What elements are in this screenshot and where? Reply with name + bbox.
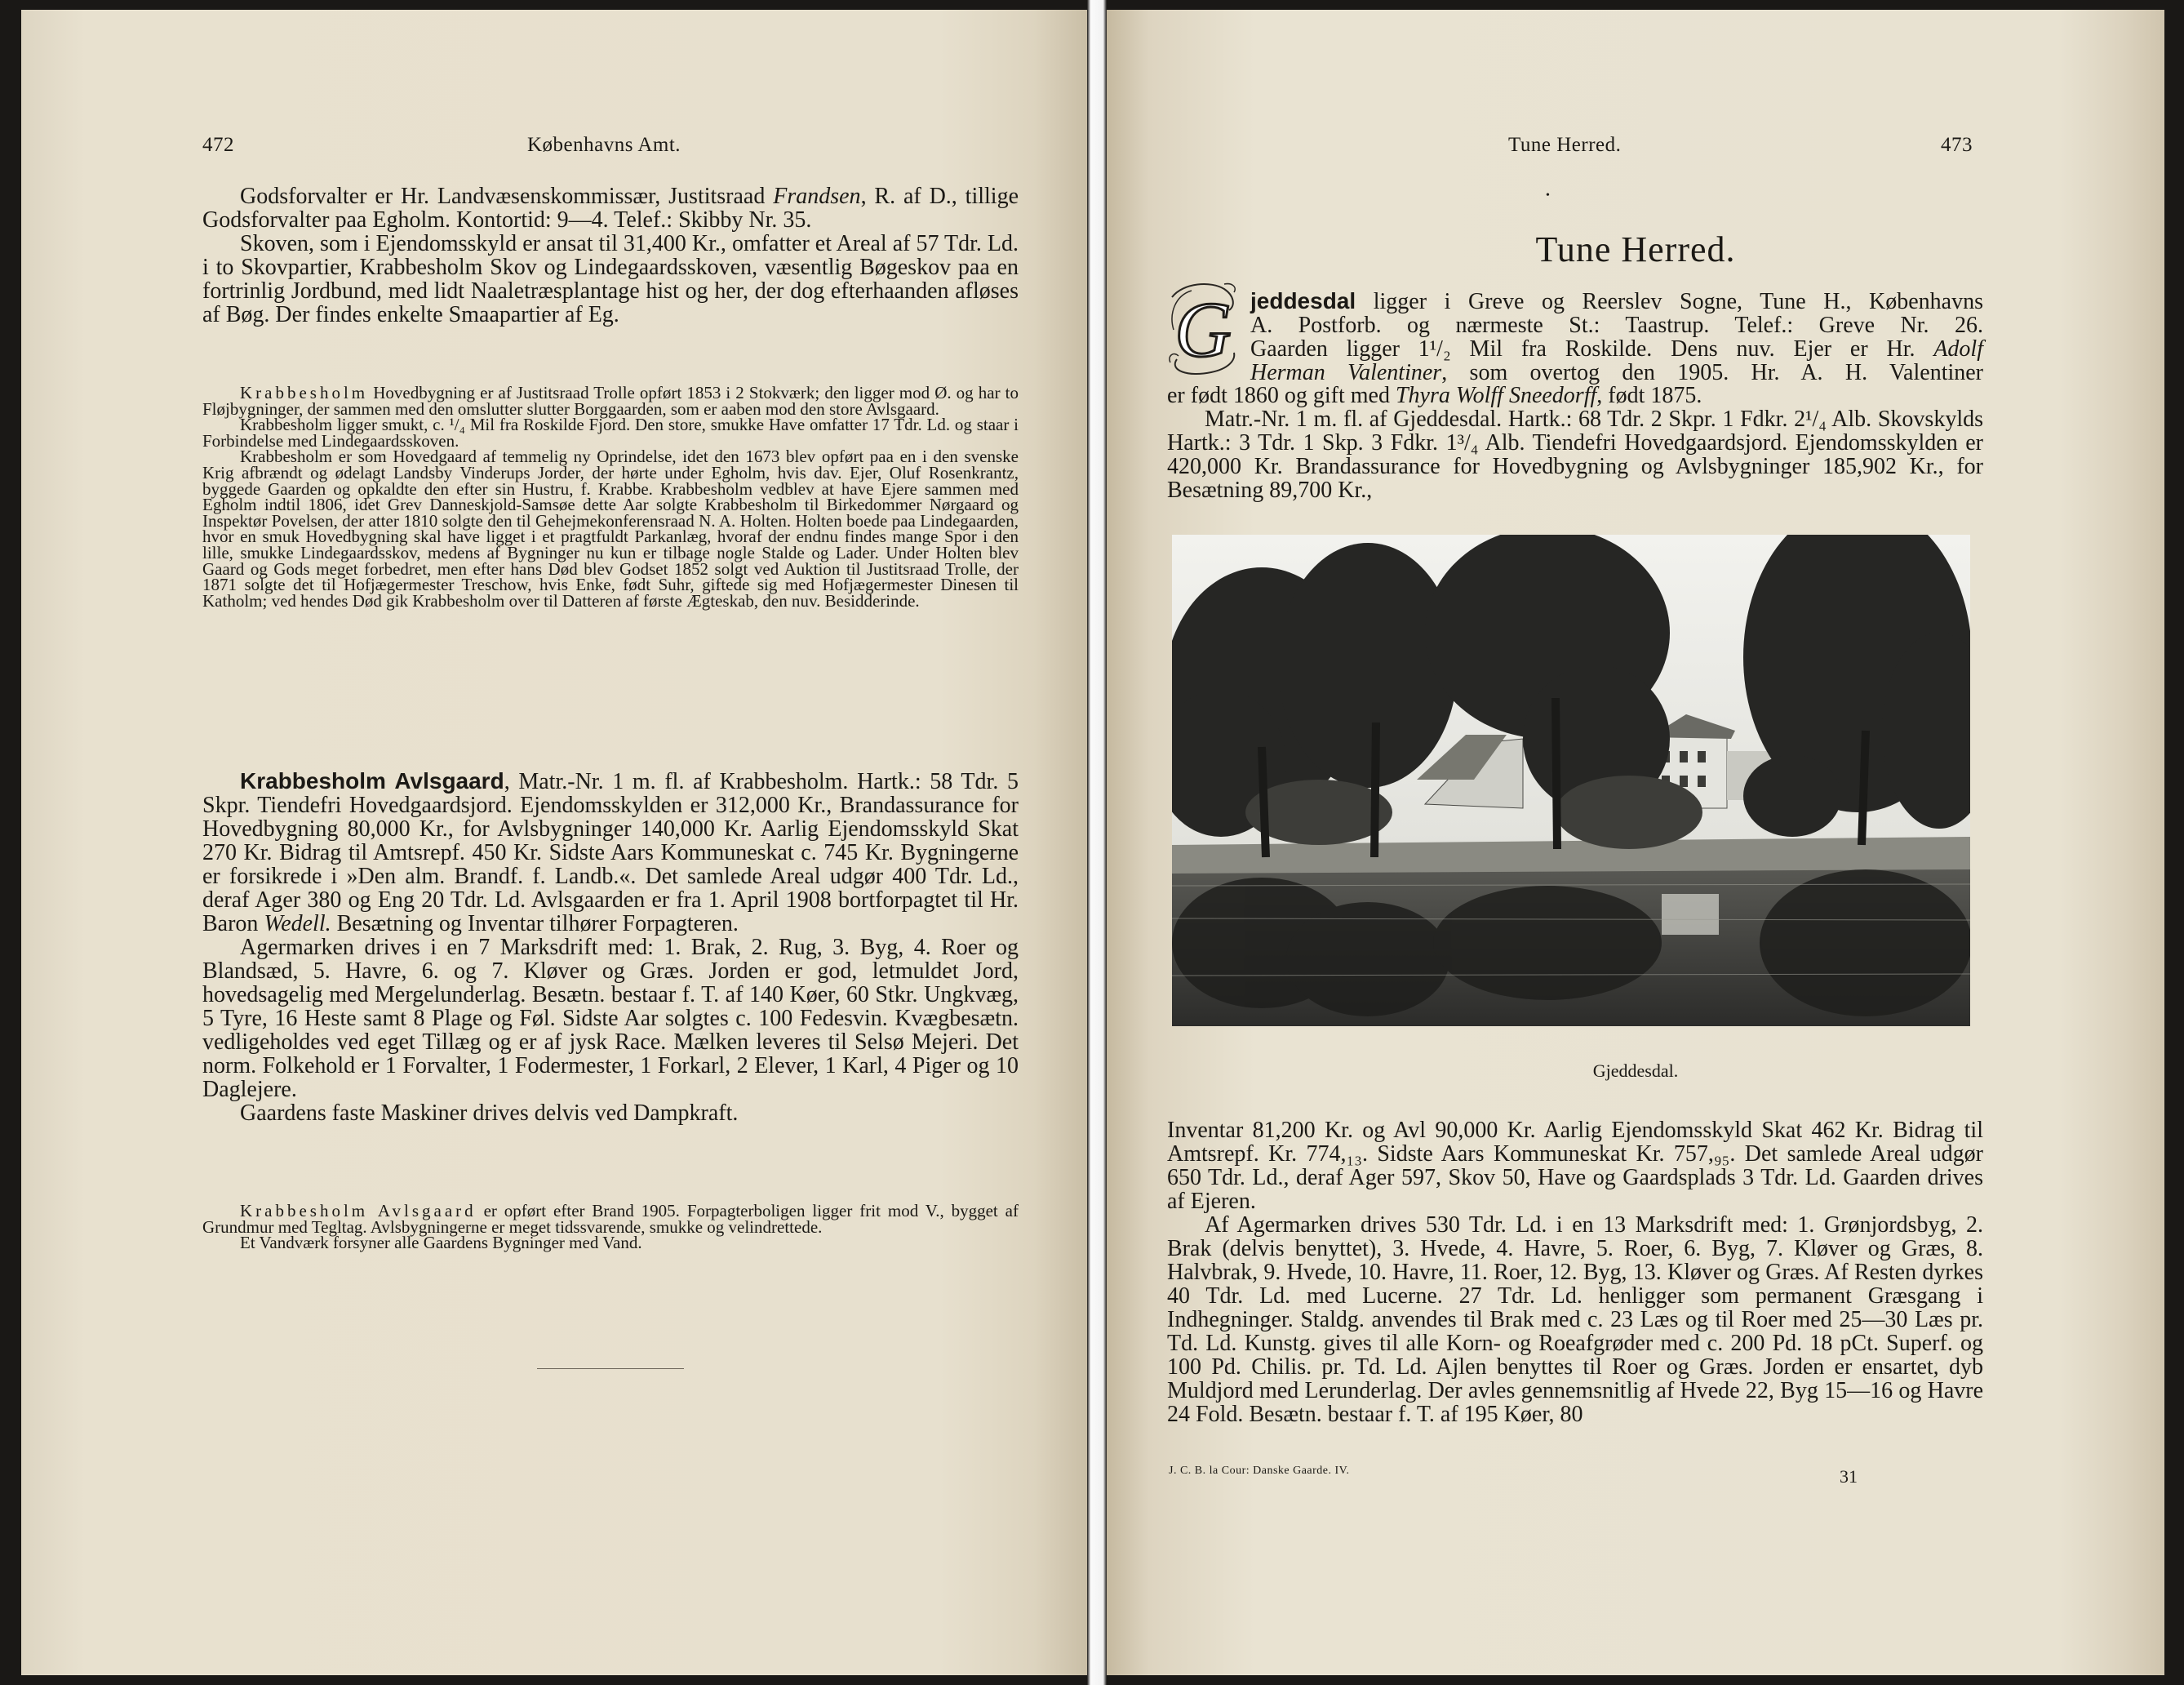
left-history-block (202, 385, 1019, 609)
gjeddesdal-line-1-text: ligger i Greve og Reerslev Sogne, Tune H., Københavns (1356, 289, 1983, 314)
left-avlsgaard-note-2: Et Vandværk forsyner alle Gaardens Bygninger med Vand. (240, 1233, 642, 1253)
section-end-rule (537, 1368, 684, 1369)
left-running-head: Københavns Amt. (527, 134, 681, 156)
left-page-number: 472 (202, 134, 234, 156)
left-avlsgaard-notes (202, 1203, 1019, 1252)
after-photo-paragraph-1: Inventar 81,200 Kr. og Avl 90,000 Kr. Aarlig Ejendomsskyld Skat 462 Kr. Bidrag til Amtsrepf. Kr. 774,₁₃. Sidste Aars Kommuneskat Kr. 757,₉₅. Det samlede Areal udgør 650 Tdr. Ld., deraf Ager 597, Skov 50, Have og Gaardsplads 3 Tdr. Ld. Gaarden drives af Ejeren. (1167, 1118, 1983, 1214)
right-book-page (1107, 10, 2164, 1675)
right-running-head: Tune Herred. (1508, 134, 1622, 156)
left-avlsgaard-note-1: Krabbesholm Avlsgaard er opført efter Brand 1905. Forpagterboligen ligger frit mod V., bygget af Grundmur med Tegltag. Avlsbygningerne er meget tidssvarende, smukke og velindrettede. (202, 1201, 1019, 1237)
left-intro-paragraph-2: Skoven, som i Ejendomsskyld er ansat til 31,400 Kr., omfatter et Areal af 57 Tdr. Ld. i to Skovpartier, Krabbesholm Skov og Lindegaardsskoven, væsentlig Bøgeskov paa en fortrinlig Jordbund, med lidt Naaletræsplantage hist og her, der dog efterhaanden afløses af Bøg. Der findes enkelte Smaapartier af Eg. (202, 231, 1019, 327)
gjeddesdal-line-4: Herman Valentiner, som overtog den 1905. Hr. A. H. Valentiner (1250, 360, 1983, 385)
right-page-number: 473 (1941, 134, 1973, 156)
gjeddesdal-line-3: Gaarden ligger 1¹/₂ Mil fra Roskilde. Dens nuv. Ejer er Hr. Adolf (1250, 336, 1983, 362)
gjeddesdal-line-2: A. Postforb. og nærmeste St.: Taastrup. Telef.: Greve Nr. 26. (1250, 313, 1983, 338)
dropcap-wrapped-lines (1250, 289, 1983, 385)
dropcap-letter: G (1174, 286, 1232, 373)
gjeddesdal-line-1 (1250, 289, 1983, 313)
left-history-paragraph-3: Krabbesholm er som Hovedgaard af temmelig ny Oprindelse, idet den 1673 blev opført paa en i den svenske Krig afbrændt og ødelagt Landsby Vinderups Jorder, der hørte under Egholm, hvis dav. Ejer, Oluf Rosenkrantz, byggede Gaarden og opkaldte den efter sin Hustru, f. Krabbe. Krabbesholm vedblev at have Ejere sammen med Egholm indtil 1806, idet Grev Danneskjold-Samsøe dette Aar solgte Krabbesholm til Birkedommer Nørgaard og Inspektør Povelsen, der atter 1810 solgte den til Gehejmekonferensraad N. A. Holten. Holten boede paa Lindegaarden, hvor en smuk Hovedbygning skal have ligget i et pragtfuldt Parkanlæg, hvoraf der endnu findes mange Spor i den lille, smukke Lindegaardsskov, medens af Bygninger nu kun er tilbage nogle Stalde og Lader. Under Holten blev Gaard og Gods meget forbedret, men efter hans Død blev Godset 1852 solgt ved Auktion til Justitsraad Trolle, der 1871 solgte det til Hofjægermester Treschow, hvis Enke, født Suhr, giftede sig med Hofjægermester Dinesen til Katholm; ved hendes Død gik Krabbesholm over til Datteren af første Ægteskab, den nuv. Besidderinde. (202, 447, 1019, 611)
left-history-paragraph-1: Krabbesholm Hovedbygning er af Justitsraad Trolle opført 1853 i 2 Stokværk; den ligger mod Ø. og har to Fløjbygninger, der sammen med den omslutter slutter Borggaarden, som er aaben mod den store Avlsgaard. (202, 383, 1019, 419)
left-avlsgaard-paragraph-1 (202, 769, 1019, 936)
avlsgaard-heading: Krabbesholm Avlsgaard (240, 768, 504, 794)
left-avlsgaard-paragraph-2: Agermarken drives i en 7 Marksdrift med: 1. Brak, 2. Rug, 3. Byg, 4. Roer og Blandsæd, 5. Havre, 6. og 7. Kløver og Græs. Jorden er god, letmuldet Jord, hovedsagelig med Mergelunderlag. Besætn. bestaar f. T. af 140 Køer, 60 Stkr. Ungkvæg, 5 Tyre, 16 Heste samt 8 Plage og Føl. Sidste Aar solgtes c. 100 Fedesvin. Kvægbesætn. vedligeholdes ved eget Tillæg og er af jysk Race. Mælken leveres til Selsø Mejeri. Det norm. Folkehold er 1 Forvalter, 1 Fodermester, 1 Forkarl, 2 Elever, 1 Karl, 4 Piger og 10 Daglejere. (202, 935, 1019, 1102)
left-avlsgaard-paragraph-3: Gaardens faste Maskiner drives delvis ved Dampkraft. (240, 1100, 739, 1126)
footer-imprint: J. C. B. la Cour: Danske Gaarde. IV. (1169, 1465, 1350, 1477)
gjeddesdal-intro-rest-text: er født 1860 og gift med Thyra Wolff Sneedorff, født 1875. (1167, 383, 1702, 408)
book-gutter (1087, 0, 1107, 1685)
manor-photograph (1172, 535, 1970, 1026)
gjeddesdal-matr-paragraph: Matr.-Nr. 1 m. fl. af Gjeddesdal. Hartk.: 68 Tdr. 2 Skpr. 1 Fdkr. 2¹/₄ Alb. Skovskylds Hartk.: 3 Tdr. 1 Skp. 3 Fdkr. 1³/₄ Alb. Tiendefri Hovedgaardsjord. Ejendomsskylden er 420,000 Kr. Brandassurance for Hovedbygning og Avlsbygninger 185,902 Kr., for Besætning 89,700 Kr., (1167, 407, 1983, 503)
ornamental-dropcap (1167, 281, 1239, 377)
dropcap-ornament (1167, 281, 1239, 377)
chapter-title: Tune Herred. (1535, 229, 1736, 269)
gjeddesdal-intro-rest (1167, 384, 1983, 502)
sheet-number: 31 (1840, 1466, 1858, 1487)
avlsgaard-paragraph-1-text: , Matr.-Nr. 1 m. fl. af Krabbesholm. Hartk.: 58 Tdr. 5 Skpr. Tiendefri Hovedgaardsjord. Ejendomsskylden er 312,000 Kr., Brandassurance for Hovedbygning 80,000 Kr., for Avlsbygninger 140,000 Kr. Aarlig Ejendomsskyld Skat 270 Kr. Bidrag til Amtsrepf. 450 Kr. Sidste Aars Kommuneskat c. 745 Kr. Bygningerne er forsikrede i »Den alm. Brandf. f. Landb.«. Det samlede Areal udgør 400 Tdr. Ld., deraf Ager 380 og Eng 20 Tdr. Ld. Avlsgaarden er fra 1. April 1908 bortforpagtet til Hr. Baron Wedell. Besætning og Inventar tilhører Forpagteren. (202, 769, 1019, 936)
left-intro-block (202, 185, 1019, 327)
photo-caption: Gjeddesdal. (1592, 1060, 1679, 1081)
after-photo-paragraph-2: Af Agermarken drives 530 Tdr. Ld. i en 13 Marksdrift med: 1. Grønjordsbyg, 2. Brak (delvis benyttet), 3. Hvede, 4. Havre, 5. Roer, 6. Byg, 7. Kløver og Græs, 8. Halvbrak, 9. Hvede, 10. Havre, 11. Roer, 12. Byg, 13. Kløver og Græs. Af Resten dyrkes 40 Tdr. Ld. med Lucerne. 27 Tdr. Ld. henligger som permanent Græsgang i Indhegninger. Staldg. anvendes til Brak med c. 23 Læs og til Roer med 25—30 Læs pr. Td. Ld. Kunstg. gives til alle Korn- og Roeafgrøder med c. 200 Pd. 18 pCt. Superf. og 100 Pd. Chilis. pr. Td. Ld. Ajlen benyttes til Roer og Græs. Jorden er ensartet, dyb Muldjord med Lerunderlag. Der avles gennemsnitlig af Hvede 22, Byg 15—16 og Havre 24 Fold. Besætn. bestaar f. T. af 195 Køer, 80 (1167, 1212, 1983, 1427)
gjeddesdal-after-photo (1167, 1118, 1983, 1426)
gjeddesdal-heading: jeddesdal (1250, 288, 1356, 313)
dot-mark: • (1546, 189, 1550, 202)
left-book-page (21, 10, 1087, 1675)
left-avlsgaard-block (202, 769, 1019, 1125)
gjeddesdal-photo (1172, 535, 1970, 1026)
left-intro-paragraph-1: Godsforvalter er Hr. Landvæsenskommissær, Justitsraad Frandsen, R. af D., tillige Godsforvalter paa Egholm. Kontortid: 9—4. Telef.: Skibby Nr. 35. (202, 184, 1019, 233)
left-history-paragraph-2: Krabbesholm ligger smukt, c. ¹/₄ Mil fra Roskilde Fjord. Den store, smukke Have omfatter 17 Tdr. Ld. og staar i Forbindelse med Lindegaardsskoven. (202, 415, 1019, 451)
